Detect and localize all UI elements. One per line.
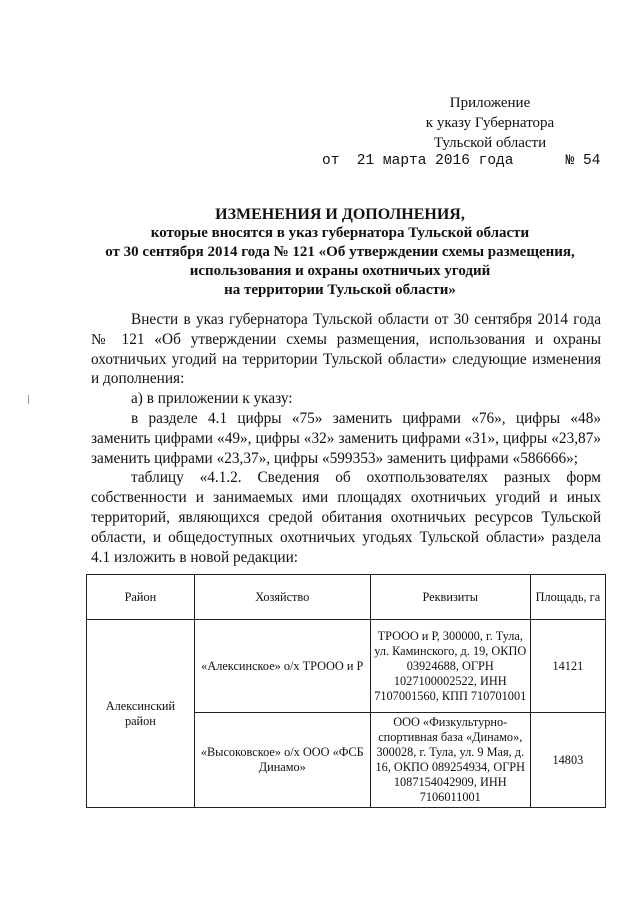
paragraph: а) в приложении к указу: [131, 390, 293, 408]
title-line: использования и охраны охотничьих угодий [189, 263, 491, 279]
title-line: ИЗМЕНЕНИЯ И ДОПОЛНЕНИЯ, [215, 206, 465, 223]
district-cell: Алексинский район [87, 620, 195, 808]
table [86, 574, 606, 808]
appendix-line: Тульской области [433, 135, 547, 151]
appendix-line: к указу Губернатора [425, 115, 555, 131]
details-cell: ТРООО и Р, 300000, г. Тула, ул. Каминского, д. 19, ОКПО 03924688, ОГРН 1027100002522, ИНН 7107001560, КПП 710701001 [370, 620, 530, 713]
farm-cell: «Алексинское» о/х ТРООО и Р [194, 620, 370, 713]
header-area: Площадь, га [530, 575, 605, 620]
decree-date-number: от 21 марта 2016 года № 54 [322, 153, 601, 169]
paragraph: таблицу «4.1.2. Сведения об охотпользователях разных форм собственности и занимаемых ими площадях охотничьих угодий и иных территорий, являющихся средой обитания охотничьих ресурсов Тульской области, и общедоступных охотничьих угодьях Тульской области» раздела 4.1 изложить в новой редакции: [91, 469, 601, 566]
details-cell: ООО «Физкультурно-спортивная база «Динамо», 300028, г. Тула, ул. 9 Мая, д. 16, ОКПО 089254934, ОГРН 1087154042909, ИНН 7106011001 [370, 713, 530, 808]
area-cell: 14121 [530, 620, 605, 713]
paragraph: Внести в указ губернатора Тульской области от 30 сентября 2014 года № 121 «Об утверждении схемы размещения, использования и охраны охотничьих угодий на территории Тульской области» следующие изменения и дополнения: [91, 311, 601, 388]
header-details: Реквизиты [370, 575, 530, 620]
farm-cell: «Высоковское» о/х ООО «ФСБ Динамо» [194, 713, 370, 808]
area-cell: 14803 [530, 713, 605, 808]
margin-mark [28, 395, 29, 404]
paragraph: в разделе 4.1 цифры «75» заменить цифрами «76», цифры «48» заменить цифрами «49», цифры «32» заменить цифрами «31», цифры «23,87» заменить цифрами «23,37», цифры «599353» заменить цифрами «586666»; [91, 409, 601, 467]
header-farm: Хозяйство [194, 575, 370, 620]
title-line: которые вносятся в указ губернатора Тульской области [150, 225, 530, 241]
hunting-grounds-table [86, 574, 606, 808]
title-line: от 30 сентября 2014 года № 121 «Об утверждении схемы размещения, [105, 244, 575, 260]
appendix-line: Приложение [449, 95, 531, 111]
document-title [70, 205, 610, 300]
header-district: Район [87, 575, 195, 620]
table-row [87, 620, 606, 713]
document-body [91, 310, 601, 567]
appendix-header [390, 93, 590, 153]
title-line: на территории Тульской области» [224, 282, 456, 298]
table-header-row [87, 575, 606, 620]
